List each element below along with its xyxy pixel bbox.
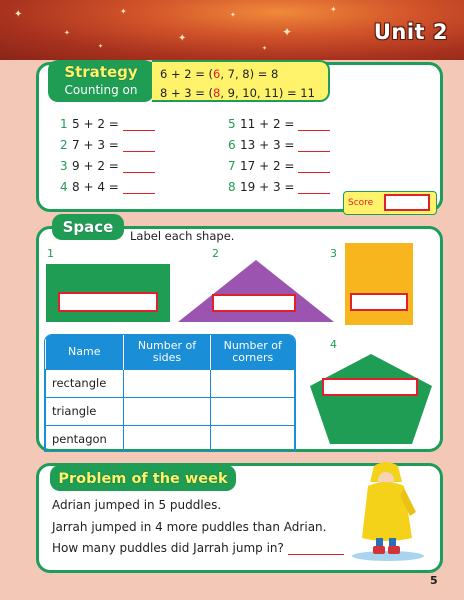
shape-number-3: 3 [330,247,337,260]
sparkle-icon: ✦ [14,9,23,20]
score-input[interactable] [384,194,430,211]
sparkle-icon: ✦ [230,11,236,19]
strategy-tag [48,60,154,102]
sparkle-icon: ✦ [178,33,187,44]
space-title: Space [62,218,114,236]
purple-triangle-shape [176,258,336,324]
table-row [46,425,295,452]
sparkle-icon: ✦ [120,7,127,16]
strategy-title: Strategy [64,63,138,81]
shape-number-2: 2 [212,247,219,260]
shape-number-4: 4 [330,338,337,351]
shape-1-label-box[interactable] [58,292,158,312]
table-row [46,369,295,397]
header-corners: Number of corners [211,335,295,369]
answer-blank[interactable] [298,119,330,131]
answer-blank[interactable] [123,161,155,173]
answer-blank[interactable] [298,182,330,194]
answer-blank[interactable] [298,140,330,152]
unit-title: Unit 2 [373,20,448,44]
space-instruction: Label each shape. [130,229,235,243]
sides-cell[interactable] [124,397,211,425]
sparkle-icon: ✦ [64,29,70,37]
problem-8: 8 19 + 3 = [228,180,330,194]
child-raincoat-illustration [346,460,426,562]
green-pentagon-shape [308,352,434,446]
sparkle-icon: ✦ [98,43,104,50]
row-name: rectangle [46,369,124,397]
shape-number-1: 1 [47,247,54,260]
corners-cell[interactable] [211,369,295,397]
header-banner [0,0,464,60]
problem-of-week-title: Problem of the week [58,471,228,487]
sparkle-icon: ✦ [282,25,293,39]
space-tag [52,214,124,240]
sides-cell[interactable] [124,369,211,397]
strategy-subtitle: Counting on [64,83,138,97]
potw-answer-blank[interactable] [288,543,344,555]
strategy-line-2: 8 + 3 = (8, 9, 10, 11) = 11 [160,86,315,100]
score-area [343,191,437,215]
shape-4-label-box[interactable] [322,378,418,396]
sparkle-icon: ✦ [330,5,337,14]
shape-2-label-box[interactable] [212,294,296,312]
corners-cell[interactable] [211,425,295,452]
shape-3-label-box[interactable] [350,293,408,311]
problem-7: 7 17 + 2 = [228,159,330,173]
row-name: pentagon [46,425,124,452]
answer-blank[interactable] [123,119,155,131]
header-sides: Number of sides [124,335,211,369]
shapes-table [44,334,296,452]
potw-question: How many puddles did Jarrah jump in? [52,541,284,555]
answer-blank[interactable] [123,182,155,194]
problem-2: 2 7 + 3 = [60,138,155,152]
score-label: Score [348,198,374,208]
problem-5: 5 11 + 2 = [228,117,330,131]
problem-1: 1 5 + 2 = [60,117,155,131]
answer-blank[interactable] [298,161,330,173]
problem-3: 3 9 + 2 = [60,159,155,173]
strategy-example [152,60,330,102]
potw-line-2: Jarrah jumped in 4 more puddles than Adrian. [52,520,327,534]
potw-line-3 [52,541,344,555]
problem-6: 6 13 + 3 = [228,138,330,152]
page-number: 5 [430,574,438,587]
problem-of-week-tag [50,465,236,491]
problem-4: 4 8 + 4 = [60,180,155,194]
strategy-line-1: 6 + 2 = (6, 7, 8) = 8 [160,67,279,81]
orange-rectangle-shape [345,243,413,325]
sparkle-icon: ✦ [262,45,268,52]
row-name: triangle [46,397,124,425]
corners-cell[interactable] [211,397,295,425]
sides-cell[interactable] [124,425,211,452]
header-name: Name [46,335,124,369]
potw-line-1: Adrian jumped in 5 puddles. [52,498,222,512]
answer-blank[interactable] [123,140,155,152]
table-row [46,397,295,425]
